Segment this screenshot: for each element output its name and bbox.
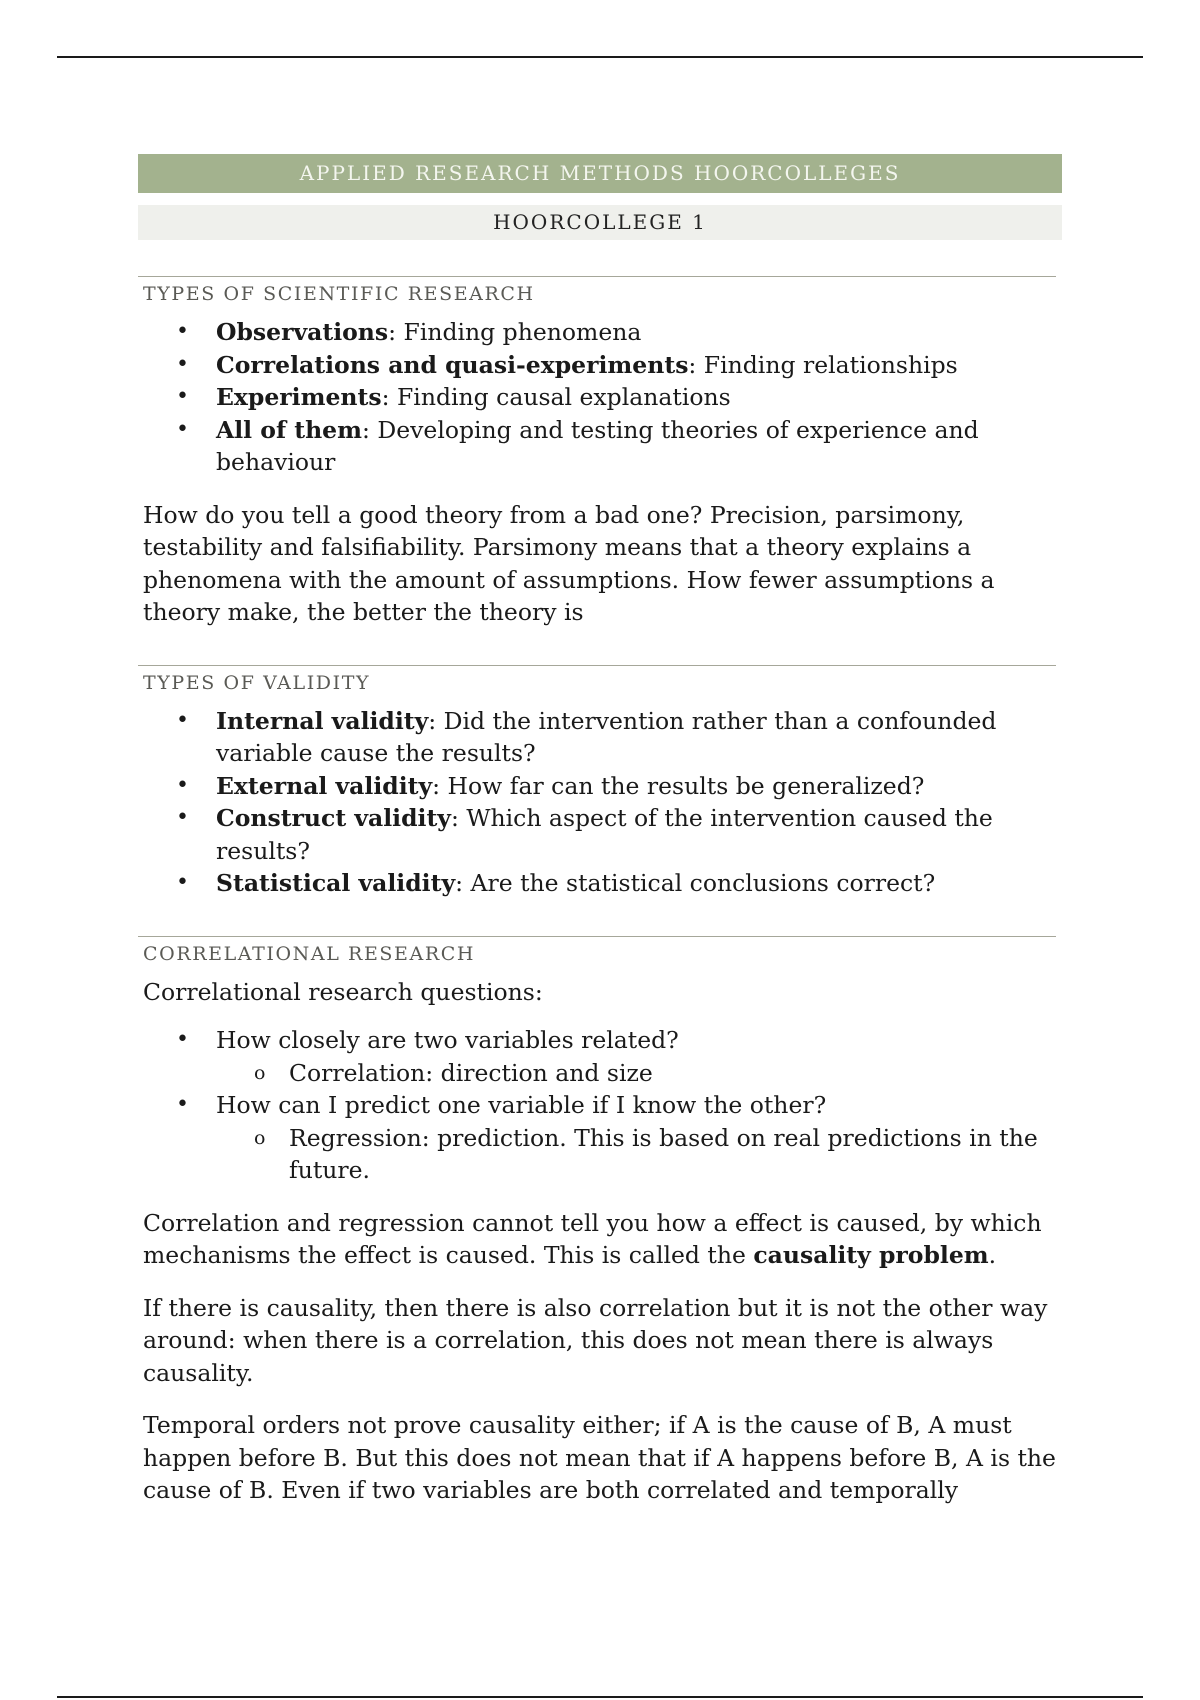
bold-term: causality problem [753, 1241, 989, 1269]
section-types-of-research [138, 276, 1062, 629]
term: Correlations and quasi-experiments [216, 350, 689, 379]
section-correlational-research [138, 936, 1062, 1507]
list-item [138, 1024, 1062, 1089]
term: External validity [216, 771, 433, 800]
definition: : Developing and testing theories of experience and behaviour [216, 415, 979, 476]
list-item [138, 316, 1062, 349]
question: How closely are two variables related? [216, 1026, 679, 1054]
sub-list-item: o Correlation: direction and size [216, 1057, 1062, 1090]
body-paragraph: If there is causality, then there is also correlation but it is not the other way around: when there is a correlation, this does not mean there is always causality. [143, 1293, 1048, 1387]
page-bottom-rule [57, 1696, 1143, 1698]
sub-list [216, 1057, 1062, 1090]
bullet-list [138, 316, 1062, 479]
term: Experiments [216, 383, 382, 411]
definition: : Did the intervention rather than a confounded variable cause the results? [216, 706, 997, 767]
document-subtitle: HOORCOLLEGE 1 [138, 205, 1062, 240]
list-item [138, 770, 1062, 803]
section-heading: CORRELATIONAL RESEARCH [138, 936, 1056, 966]
document-page [138, 154, 1062, 1507]
question: How can I predict one variable if I know the other? [216, 1091, 827, 1119]
sub-list [216, 1122, 1062, 1187]
list-item [138, 867, 1062, 900]
list-item [138, 349, 1062, 382]
document-title: APPLIED RESEARCH METHODS HOORCOLLEGES [138, 154, 1062, 193]
definition: : Which aspect of the intervention caused the results? [216, 804, 993, 865]
term: Observations [216, 318, 389, 346]
definition: : Finding relationships [688, 350, 958, 379]
body-paragraph: Temporal orders not prove causality either; if A is the cause of B, A must happen before B. But this does not mean that if A happens before B, A is the cause of B. Even if two variables are both correlated and temporally [143, 1411, 1056, 1504]
text-run: Correlation and regression cannot tell you how a effect is caused, by which mechanisms the effect is caused. This is called the [143, 1208, 1042, 1269]
section-heading: TYPES OF SCIENTIFIC RESEARCH [138, 276, 1056, 306]
list-item [138, 1089, 1062, 1187]
definition: : Finding causal explanations [381, 383, 731, 411]
term: All of them [216, 415, 362, 444]
list-item [138, 414, 1062, 479]
term: Construct validity [216, 804, 451, 832]
term: Internal validity [216, 706, 429, 735]
list-item [138, 381, 1062, 414]
definition: : Finding phenomena [388, 318, 642, 346]
list-item [138, 802, 1062, 867]
definition: : Are the statistical conclusions correct? [455, 869, 936, 897]
bullet-list [138, 1024, 1062, 1187]
bullet-list [138, 705, 1062, 900]
term: Statistical validity [216, 869, 456, 897]
text-run: . [988, 1241, 997, 1269]
intro-paragraph: Correlational research questions: [143, 977, 543, 1006]
list-item [138, 705, 1062, 770]
definition: : How far can the results be generalized? [432, 771, 925, 800]
body-paragraph [138, 1207, 1062, 1272]
section-types-of-validity [138, 665, 1062, 900]
sub-list-item: o Regression: prediction. This is based on real predictions in the future. [216, 1122, 1062, 1187]
page-top-rule [57, 56, 1143, 58]
body-paragraph: How do you tell a good theory from a bad one? Precision, parsimony, testability and falsifiability. Parsimony means that a theory explains a phenomena with the amount of assumptions. How fewer assumptions a theory make, the better the theory is [143, 500, 995, 626]
section-heading: TYPES OF VALIDITY [138, 665, 1056, 695]
